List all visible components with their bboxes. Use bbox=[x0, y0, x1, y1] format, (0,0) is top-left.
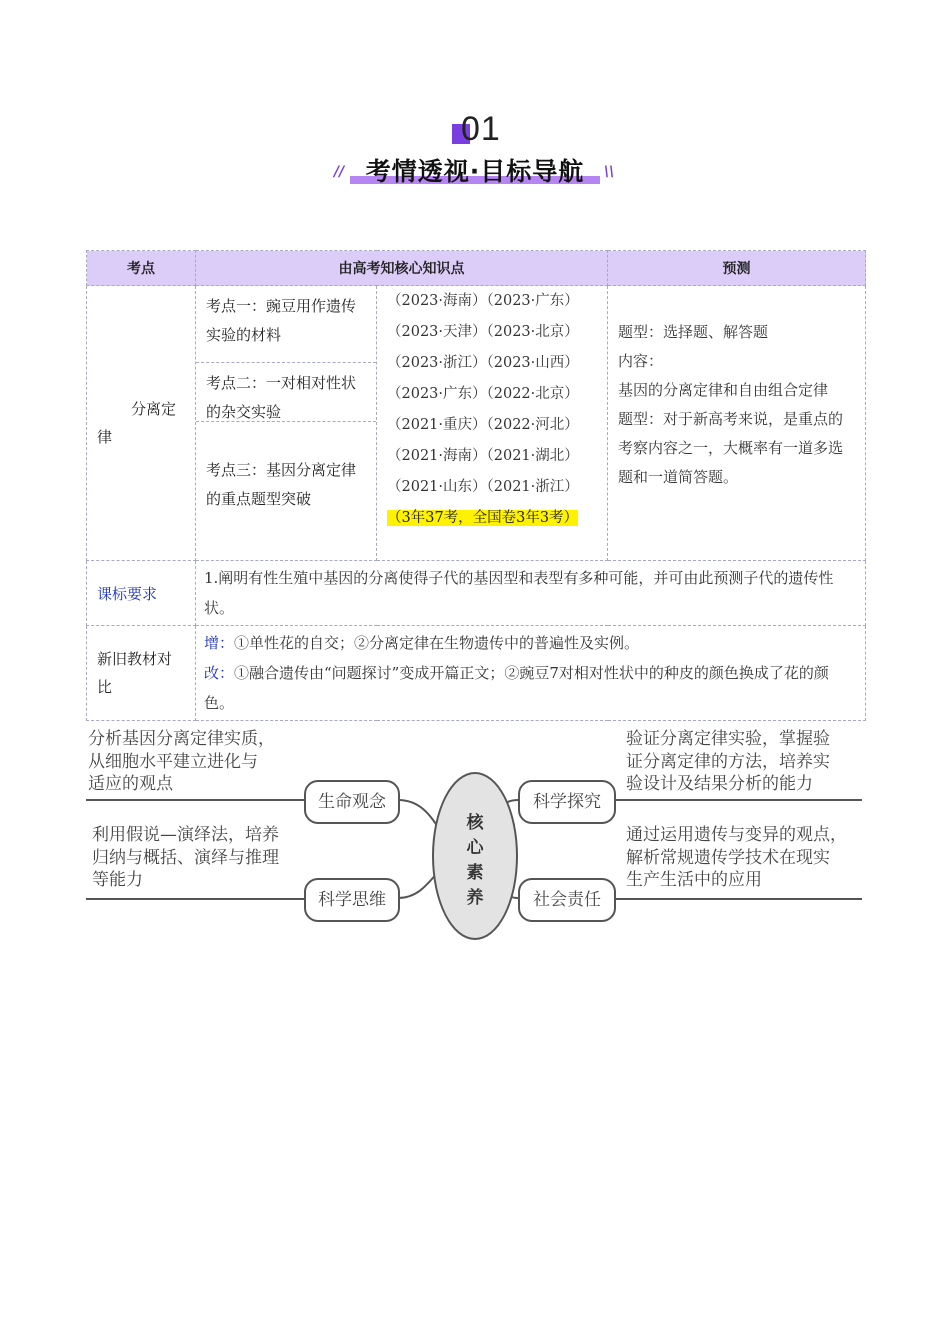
life-concept-label: 生命观念 bbox=[304, 780, 400, 824]
scientific-thinking-description: 利用假说—演绎法，培养 归纳与概括、演绎与推理 等能力 bbox=[92, 825, 279, 890]
exam-year-line: （2023·海南）（2023·广东） bbox=[387, 293, 579, 309]
social-responsibility-description: 通过运用遗传与变异的观点， 解析常规遗传学技术在现实 生产生活中的应用 bbox=[626, 825, 847, 890]
section-number bbox=[452, 110, 512, 150]
compare-add-text: ①单性花的自交；②分离定律在生物遗传中的普遍性及实例。 bbox=[234, 634, 640, 652]
title-decoration-left: // bbox=[334, 164, 345, 180]
exam-year-line: （2023·广东）（2022·北京） bbox=[387, 386, 579, 402]
textbook-compare-cell bbox=[196, 626, 866, 721]
exam-year-line: （2023·浙江）（2023·山西） bbox=[387, 355, 579, 371]
table-row bbox=[87, 626, 866, 721]
core-literacy-diagram bbox=[0, 720, 950, 920]
category-label: 分离定 bbox=[131, 400, 177, 418]
scientific-inquiry-description: 验证分离定律实验，掌握验 证分离定律的方法，培养实 验设计及结果分析的能力 bbox=[626, 729, 830, 794]
scientific-thinking-label: 科学思维 bbox=[304, 878, 400, 922]
table-header-row bbox=[87, 251, 866, 286]
scientific-inquiry-label: 科学探究 bbox=[518, 780, 616, 824]
header-prediction: 预测 bbox=[608, 251, 866, 286]
textbook-compare-label: 新旧教材对比 bbox=[87, 626, 196, 721]
core-literacy-center: 核 心 素 养 bbox=[432, 772, 518, 940]
category-cell bbox=[87, 286, 196, 561]
header-exam-point: 考点 bbox=[87, 251, 196, 286]
compare-change-label: 改： bbox=[204, 664, 235, 682]
exam-year-line: （2021·海南）（2021·湖北） bbox=[387, 448, 579, 464]
table-row bbox=[87, 286, 866, 561]
exam-analysis-table bbox=[86, 250, 866, 721]
section-title bbox=[350, 152, 600, 186]
exam-summary-highlight: （3年37考，全国卷3年3考） bbox=[387, 510, 579, 526]
compare-add-label: 增： bbox=[204, 634, 235, 652]
header-core-knowledge: 由高考知核心知识点 bbox=[196, 251, 608, 286]
exam-year-line: （2021·重庆）（2022·河北） bbox=[387, 417, 579, 433]
compare-change-text: ①融合遗传由“问题探讨”变成开篇正文；②豌豆7对相对性状中的种皮的颜色换成了花的颜色。 bbox=[204, 664, 829, 712]
prediction-text: 题型：选择题、解答题 内容： 基因的分离定律和自由组合定律 题型：对于新高考来说，是重点的考察内容之一，大概率有一道多选题和一道简答题。 bbox=[618, 323, 844, 486]
knowledge-point-3: 考点三：基因分离定律的重点题型突破 bbox=[206, 461, 357, 508]
social-responsibility-label: 社会责任 bbox=[518, 878, 616, 922]
exam-year-line: （2021·山东）（2021·浙江） bbox=[387, 479, 579, 495]
knowledge-point-2: 考点二：一对相对性状的杂交实验 bbox=[196, 363, 376, 422]
title-decoration-right: \\ bbox=[604, 164, 615, 180]
knowledge-point-1: 考点一：豌豆用作遗传实验的材料 bbox=[196, 286, 376, 363]
exam-year-line: （2023·天津）（2023·北京） bbox=[387, 324, 579, 340]
knowledge-points-cell bbox=[196, 286, 377, 561]
table-row bbox=[87, 561, 866, 626]
life-concept-description: 分析基因分离定律实质， 从细胞水平建立进化与 适应的观点 bbox=[88, 729, 275, 794]
category-label-wrap: 律 bbox=[97, 428, 113, 446]
exam-years-cell bbox=[377, 286, 608, 561]
curriculum-standard-label: 课标要求 bbox=[87, 561, 196, 626]
section-title-text: 考情透视·目标导航 bbox=[365, 157, 585, 186]
prediction-cell bbox=[608, 286, 866, 561]
section-number-text: 01 bbox=[461, 110, 501, 148]
curriculum-standard-text: 1.阐明有性生殖中基因的分离使得子代的基因型和表型有多种可能，并可由此预测子代的遗传性状。 bbox=[196, 561, 866, 626]
